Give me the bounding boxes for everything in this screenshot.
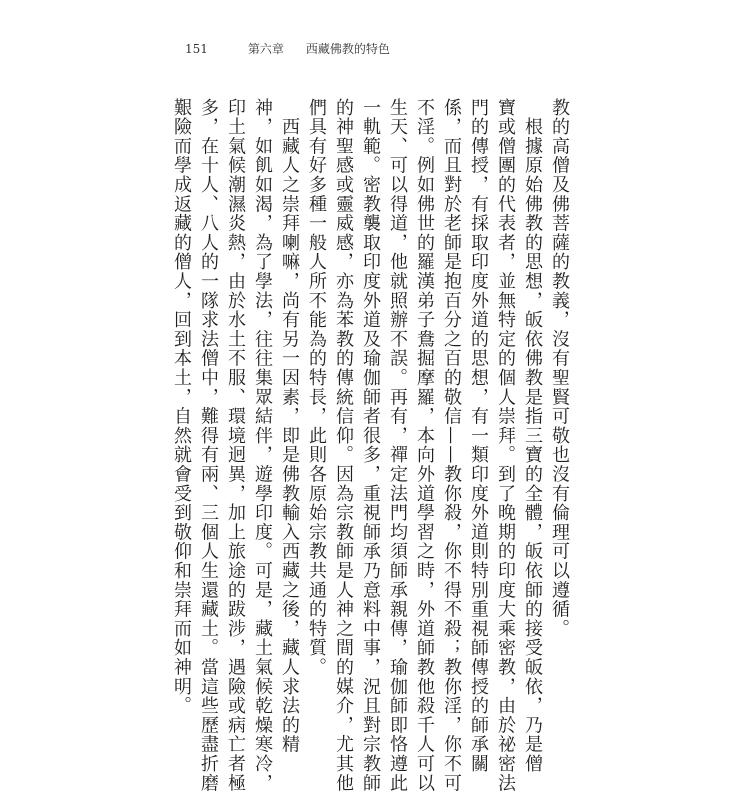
text-column: 門的傳授，有採取印度外道的思想，有一類印度外道則特別重視師傳授的師承關 <box>468 98 489 774</box>
page-number: 151 <box>185 41 208 56</box>
text-column: 艱險而學成返藏的僧人，回到本土，自然就會受到敬仰和崇拜而如神明。 <box>171 98 192 716</box>
text-column: 的神聖感或靈威感，亦為苯教的傳統信仰。因為宗教師是人神之間的媒介，尤其他 <box>333 98 354 793</box>
text-column: 西藏人之崇拜喇嘛，尚有另一因素，即是佛教輸入西藏之後，藏人求法的精 <box>279 98 300 755</box>
page-header <box>185 40 390 57</box>
text-column: 教的高僧及佛菩薩的教義，沒有聖賢可敬也沒有倫理可以遵循。 <box>549 98 570 639</box>
text-column: 根據原始佛教的思想，皈依佛教是指三寶的全體，皈依師的接受皈依，乃是僧 <box>522 98 543 774</box>
text-column: 印土氣候潮濕炎熱，由於水土不服、環境迥異，加上旅途的跋涉，遇險或病亡者極 <box>225 98 246 793</box>
vertical-text-body <box>169 98 571 793</box>
text-column: 不淫。例如佛世的羅漢弟子鴦掘摩羅，本向外道學習之時，外道師教他殺千人可以 <box>414 98 435 793</box>
text-column: 們具有好多種一般人所不能為的特長，此則各原始宗教共通的特質。 <box>306 98 327 677</box>
text-column: 一軌範。密教襲取印度外道及瑜伽師者很多，重視師承乃意料中事，況且對宗教師 <box>360 98 381 793</box>
text-column: 寶或僧團的代表者，並無特定的個人崇拜。到了晚期的印度大乘密教，由於祕密法 <box>495 98 516 793</box>
text-column: 係，而且對於老師是抱百分之百的敬信——教你殺，你不得不殺；教你淫，你不可 <box>441 98 462 793</box>
text-column: 神，如飢如渴，為了學法，往往集眾結伴，遊學印度。可是，藏土氣候乾燥寒冷， <box>252 98 273 793</box>
chapter-title: 西藏佛教的特色 <box>305 42 390 56</box>
text-column: 生天、可以得道，他就照辦不誤。再有，禪定法門均須師承親傳，瑜伽師即恪遵此 <box>387 98 408 793</box>
text-column: 多，在十人、八人的一隊求法僧中，難得有兩、三個人生還藏土。當這些歷盡折磨 <box>198 98 219 793</box>
chapter-label: 第六章 <box>247 42 284 56</box>
